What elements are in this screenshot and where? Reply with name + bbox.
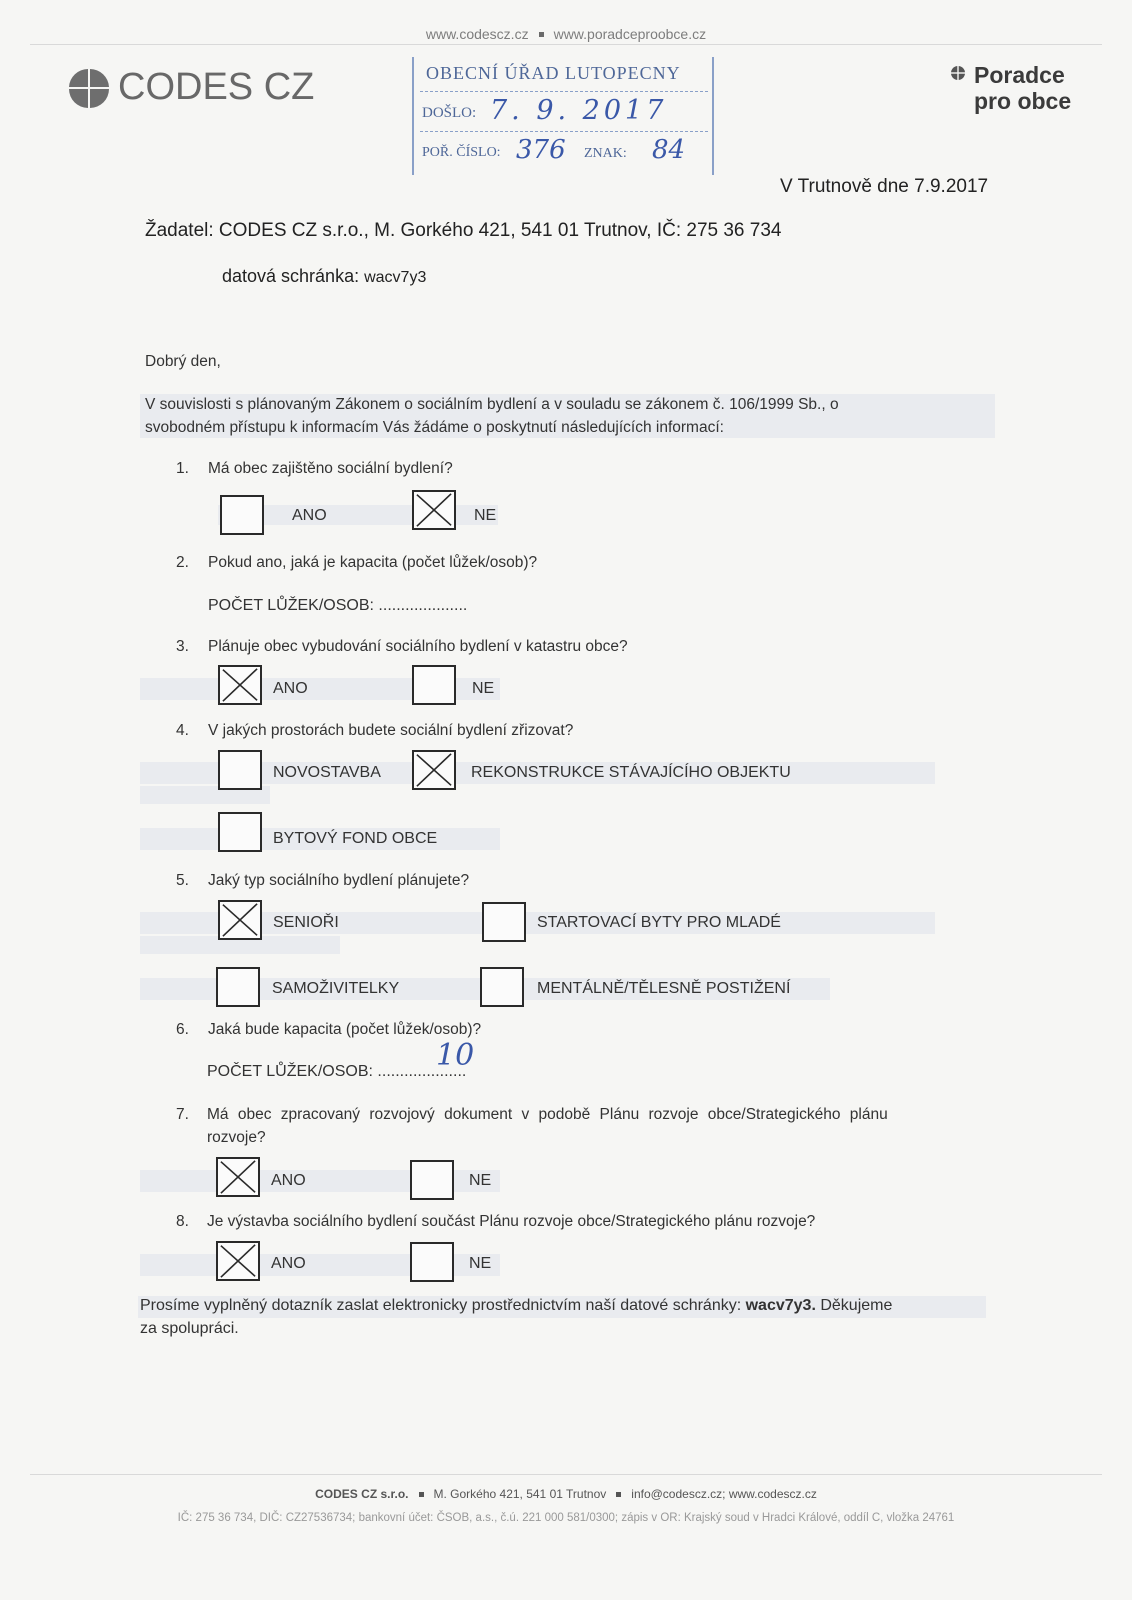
- website-poradce: www.poradceproobce.cz: [553, 26, 707, 42]
- q6-field-dots: ....................: [377, 1063, 467, 1080]
- q8-number: 8.: [176, 1213, 189, 1230]
- q3-ano-checkbox[interactable]: [218, 665, 262, 705]
- q2-number: 2.: [176, 554, 189, 571]
- q2-field-label: POČET LŮŽEK/OSOB:: [208, 597, 374, 614]
- q8-text: Je výstavba sociálního bydlení součást Plánu rozvoje obce/Strategického plánu rozvoje?: [207, 1213, 816, 1230]
- q8-ne-checkbox[interactable]: [410, 1242, 454, 1282]
- data-box-label: datová schránka:: [222, 266, 365, 286]
- separator-icon: [419, 1492, 424, 1497]
- data-box-line: [222, 266, 426, 287]
- cross-mark-icon: [218, 1159, 258, 1195]
- cross-mark-icon: [220, 902, 260, 938]
- letter-date: V Trutnově dne 7.9.2017: [780, 176, 989, 197]
- footer-divider: [30, 1474, 1102, 1475]
- stamp-dosle-value: 7. 9. 2017: [490, 95, 668, 126]
- q5-mentalne-label: MENTÁLNĚ/TĚLESNĚ POSTIŽENÍ: [537, 980, 791, 997]
- intro-line2: svobodném přístupu k informacím Vás žádáme o poskytnutí následujících informací:: [145, 419, 724, 436]
- stamp-cislo-row: [420, 131, 708, 173]
- q5-text: Jaký typ sociálního bydlení plánujete?: [208, 872, 470, 889]
- stamp-dosle-label: DOŠLO:: [422, 105, 477, 121]
- stamp-cislo-value: 376: [516, 135, 566, 165]
- cross-mark-icon: [220, 667, 260, 703]
- q4-novostavba-label: NOVOSTAVBA: [273, 764, 381, 781]
- q4-bytovy-fond-label: BYTOVÝ FOND OBCE: [273, 830, 438, 847]
- q7-ne-checkbox[interactable]: [410, 1160, 454, 1200]
- q5-startovaci-label: STARTOVACÍ BYTY PRO MLADÉ: [537, 914, 781, 931]
- q1-ano-checkbox[interactable]: [220, 495, 264, 535]
- q8-ano-checkbox[interactable]: [216, 1241, 260, 1281]
- q1-ano-label: ANO: [292, 507, 327, 524]
- stamp-title-row: [420, 57, 708, 92]
- q7-text2: rozvoje?: [207, 1129, 266, 1146]
- q8-ne-label: NE: [469, 1255, 492, 1272]
- intro-line1: V souvislosti s plánovaným Zákonem o sociálním bydlení a v souladu se zákonem č. 106/1999 Sb., o: [145, 396, 839, 413]
- header-divider: [30, 44, 1102, 45]
- q2-field: [208, 597, 467, 615]
- q3-ne-label: NE: [472, 680, 495, 697]
- stamp-znak-value: 84: [652, 135, 686, 165]
- q5-seniori-label: SENIOŘI: [273, 914, 339, 931]
- poradce-logo-icon: [950, 65, 966, 81]
- applicant-line: Žadatel: CODES CZ s.r.o., M. Gorkého 421, 541 01 Trutnov, IČ: 275 36 734: [145, 220, 782, 241]
- q4-number: 4.: [176, 722, 189, 739]
- q7-text: Má obec zpracovaný rozvojový dokument v podobě Plánu rozvoje obce/Strategického plánu: [207, 1106, 888, 1123]
- q7-ne-label: NE: [469, 1172, 492, 1189]
- footer-company: CODES CZ s.r.o.: [315, 1487, 409, 1501]
- q3-ano-label: ANO: [273, 680, 308, 697]
- closing-databox: wacv7y3.: [745, 1297, 816, 1314]
- q3-ne-checkbox[interactable]: [412, 665, 456, 705]
- q6-text: Jaká bude kapacita (počet lůžek/osob)?: [208, 1021, 482, 1038]
- q7-number: 7.: [176, 1106, 189, 1123]
- q5-samozivitelky-label: SAMOŽIVITELKY: [272, 980, 400, 997]
- q1-ne-checkbox[interactable]: [412, 490, 456, 530]
- cross-mark-icon: [414, 752, 454, 788]
- q1-text: Má obec zajištěno sociální bydlení?: [208, 460, 453, 477]
- q5-mentalne-checkbox[interactable]: [480, 967, 524, 1007]
- stamp-znak-label: ZNAK:: [584, 146, 627, 161]
- greeting: Dobrý den,: [145, 353, 221, 370]
- closing-text: Prosíme vyplněný dotazník zaslat elektronicky prostřednictvím naší datové schránky:: [140, 1297, 746, 1314]
- q4-rekonstrukce-checkbox[interactable]: [412, 750, 456, 790]
- stamp-title: OBECNÍ ÚŘAD LUTOPECNY: [426, 63, 681, 83]
- footer-legal: IČ: 275 36 734, DIČ: CZ27536734; bankovní účet: ČSOB, a.s., č.ú. 221 000 581/0300; zápis v OR: Krajský soud v Hradci Králové, oddíl C, vložka 24761: [177, 1512, 955, 1524]
- stamp-cislo-label: POŘ. ČÍSLO:: [422, 145, 501, 160]
- website-codes: www.codescz.cz: [425, 26, 529, 42]
- footer-address: M. Gorkého 421, 541 01 Trutnov: [433, 1487, 607, 1501]
- q7-ano-label: ANO: [271, 1172, 306, 1189]
- stamp-dosle-row: [420, 91, 708, 132]
- q4-novostavba-checkbox[interactable]: [218, 750, 262, 790]
- q5-number: 5.: [176, 872, 189, 889]
- q6-handwritten-value: 10: [436, 1038, 475, 1073]
- q5-seniori-checkbox[interactable]: [218, 900, 262, 940]
- poradce-logo: [950, 62, 1071, 114]
- registry-stamp: [412, 57, 714, 175]
- q2-text: Pokud ano, jaká je kapacita (počet lůžek/osob)?: [208, 554, 538, 571]
- codes-logo-text: CODES CZ: [118, 66, 315, 108]
- q7-ano-checkbox[interactable]: [216, 1157, 260, 1197]
- poradce-line2: pro obce: [974, 88, 1072, 114]
- q2-field-dots: ....................: [378, 597, 468, 614]
- data-box-value: wacv7y3: [364, 269, 427, 286]
- q4-bytovy-fond-checkbox[interactable]: [218, 812, 262, 852]
- footer-contact: info@codescz.cz; www.codescz.cz: [631, 1487, 817, 1501]
- q1-ne-label: NE: [474, 507, 497, 524]
- q8-ano-label: ANO: [271, 1255, 306, 1272]
- q3-text: Plánuje obec vybudování sociálního bydlení v katastru obce?: [208, 638, 628, 655]
- footer-company-line: [0, 1487, 1132, 1501]
- q6-number: 6.: [176, 1021, 189, 1038]
- q1-number: 1.: [176, 460, 189, 477]
- q3-number: 3.: [176, 638, 189, 655]
- cross-mark-icon: [218, 1243, 258, 1279]
- q4-text: V jakých prostorách budete sociální bydlení zřizovat?: [208, 722, 574, 739]
- q4-rekonstrukce-label: REKONSTRUKCE STÁVAJÍCÍHO OBJEKTU: [471, 764, 791, 781]
- separator-icon: [616, 1492, 621, 1497]
- codes-logo: [68, 66, 314, 109]
- closing-line1: [140, 1297, 892, 1315]
- q6-field-label: POČET LŮŽEK/OSOB:: [207, 1063, 373, 1080]
- q6-field: [207, 1063, 466, 1081]
- header-websites: [0, 26, 1132, 42]
- codes-logo-icon: [68, 67, 110, 109]
- cross-mark-icon: [414, 492, 454, 528]
- separator-icon: [539, 32, 544, 37]
- q5-samozivitelky-checkbox[interactable]: [216, 967, 260, 1007]
- poradce-line1: Poradce: [974, 62, 1065, 88]
- closing-thanks: Děkujeme: [815, 1297, 893, 1314]
- q5-startovaci-checkbox[interactable]: [482, 902, 526, 942]
- closing-line2: za spolupráci.: [140, 1320, 239, 1337]
